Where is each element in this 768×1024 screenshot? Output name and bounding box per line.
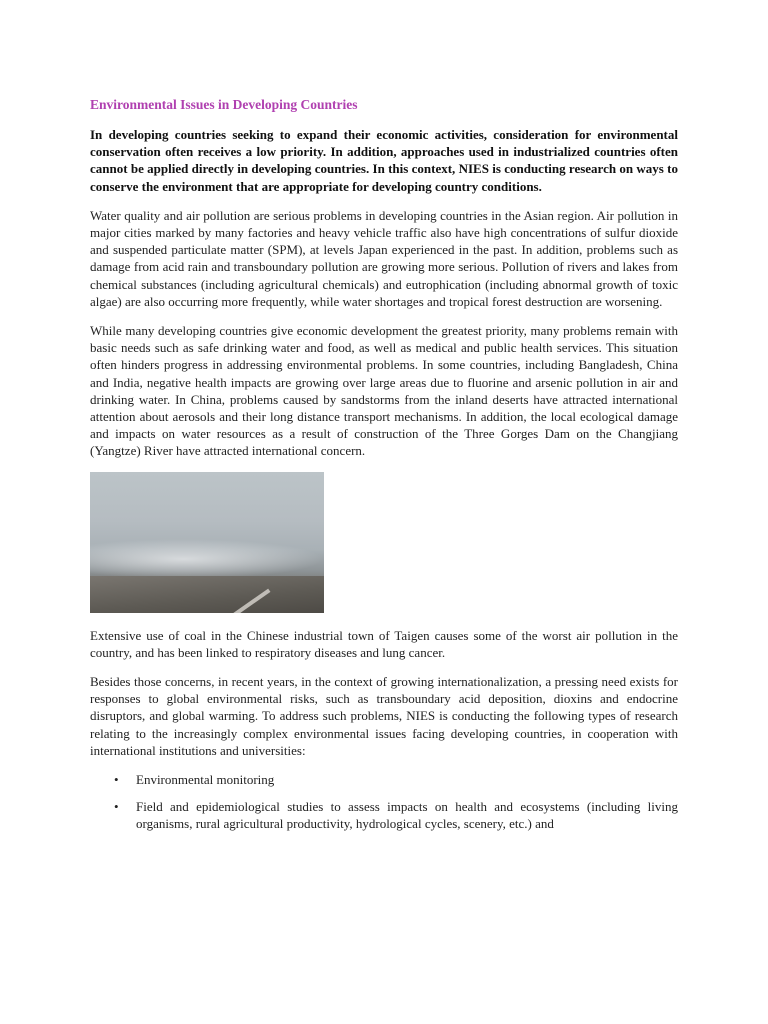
closing-paragraph: Besides those concerns, in recent years, in the context of growing internationalization, a pressing need exists for responses to global environmental risks, such as transboundary acid deposition, dioxins and endocrine disruptors, and global warming. To address such problems, NIES is conducting the following types of research relating to the increasingly complex environmental issues facing developing countries, in cooperation with international institutions and universities: bbox=[90, 674, 678, 758]
page-title: Environmental Issues in Developing Countries bbox=[90, 97, 358, 112]
photo-haze bbox=[90, 539, 324, 578]
bullet-icon: • bbox=[114, 772, 119, 788]
bullet-icon: • bbox=[114, 799, 119, 815]
list-item-text: Field and epidemiological studies to assess impacts on health and ecosystems (including living organisms, rural agricultural productivity, hydrological cycles, scenery, etc.) and bbox=[136, 799, 678, 832]
body-paragraph-2: While many developing countries give economic development the greatest priority, many problems remain with basic needs such as safe drinking water and food, as well as medical and public health services. This situation often hinders progress in addressing environmental problems. In some countries, including Bangladesh, China and India, negative health impacts are growing over large areas due to fluorine and arsenic pollution in air and drinking water. In China, problems caused by sandstorms from the inland deserts have attracted international attention about aerosols and their long distance transport mechanisms. In addition, the local ecological damage and impacts on water resources as a result of construction of the Three Gorges Dam on the Changjiang (Yangtze) River have attracted international concern. bbox=[90, 323, 678, 459]
body-paragraph-1: Water quality and air pollution are serious problems in developing countries in the Asian region. Air pollution in major cities marked by many factories and heavy vehicle traffic also have high concentrations of sulfur dioxide and suspended particulate matter (SPM), at levels Japan experienced in the past. In addition, problems such as damage from acid rain and transboundary pollution are growing more serious. Pollution of rivers and lakes from chemical substances (including agricultural chemicals) and eutrophication (including abnormal growth of toxic algae) are also occurring more frequently, while water shortages and tropical forest destruction are worsening. bbox=[90, 207, 678, 309]
photo-caption: Extensive use of coal in the Chinese industrial town of Taigen causes some of the worst air pollution in the country, and has been linked to respiratory diseases and lung cancer. bbox=[90, 627, 678, 660]
document-page bbox=[90, 96, 678, 843]
list-item bbox=[90, 771, 678, 788]
list-item bbox=[90, 798, 678, 832]
pollution-photo bbox=[90, 472, 324, 613]
photo-ground bbox=[90, 576, 324, 613]
research-list bbox=[90, 771, 678, 833]
list-item-text: Environmental monitoring bbox=[136, 772, 275, 788]
intro-paragraph: In developing countries seeking to expand their economic activities, consideration for environmental conservation often receives a low priority. In addition, approaches used in industrialized countries often cannot be applied directly in developing countries. In this context, NIES is conducting research on ways to conserve the environment that are appropriate for developing country conditions. bbox=[90, 127, 678, 194]
